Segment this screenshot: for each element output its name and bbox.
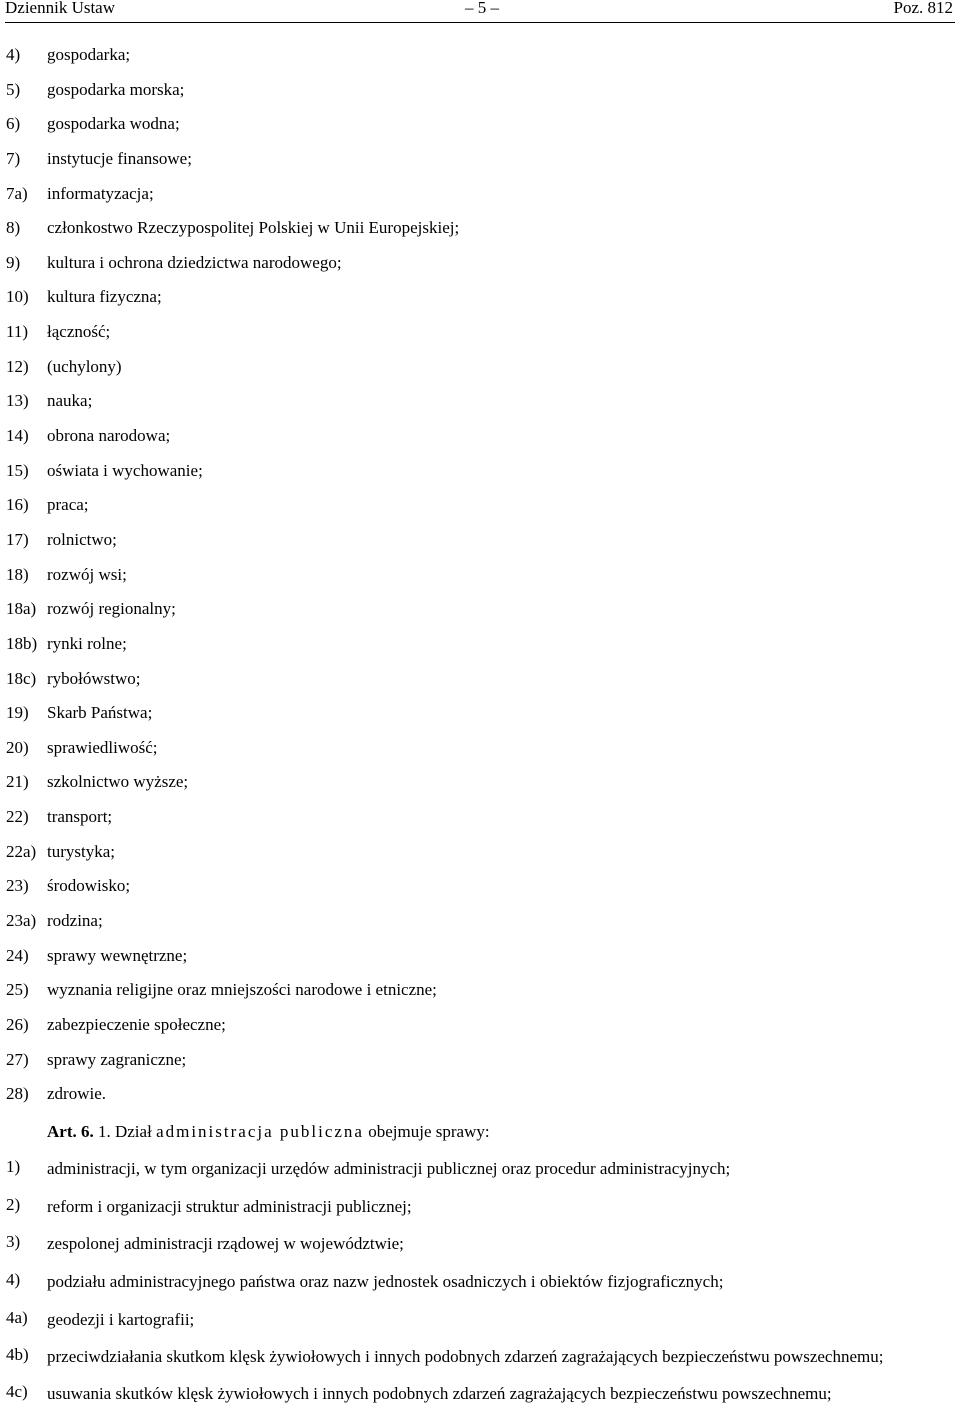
item-text: informatyzacja; — [47, 183, 154, 203]
item-number: 19) — [6, 703, 29, 723]
article-rest: obejmuje sprawy: — [368, 1122, 490, 1141]
paragraph-intro: 1. Dział — [97, 1122, 152, 1141]
item-text: administracji, w tym organizacji urzędów administracji publicznej oraz procedur administracyjnych; — [47, 1159, 731, 1178]
item-number: 7) — [6, 148, 21, 168]
item-number: 12) — [6, 356, 29, 376]
item-text: rolnictwo; — [47, 529, 117, 549]
item-number: 20) — [6, 737, 29, 757]
item-number: 21) — [6, 772, 29, 792]
article-number: Art. 6. — [47, 1122, 94, 1141]
item-text: podziału administracyjnego państwa oraz nazw jednostek osadniczych i obiektów fizjograficznych; — [47, 1272, 724, 1292]
item-number: 3) — [6, 1232, 21, 1252]
item-number: 7a) — [6, 183, 28, 203]
item-text: rodzina; — [47, 911, 103, 931]
item-text: zespolonej administracji rządowej w województwie; — [47, 1234, 404, 1254]
item-number: 25) — [6, 980, 29, 1000]
item-number: 27) — [6, 1049, 29, 1069]
list-item — [6, 1157, 956, 1180]
item-text: Skarb Państwa; — [47, 703, 153, 723]
list-item — [6, 1270, 956, 1293]
item-number: 6) — [6, 114, 21, 134]
item-number: 28) — [6, 1084, 29, 1104]
item-number: 13) — [6, 391, 29, 411]
list-item — [6, 1232, 956, 1255]
item-number: 23) — [6, 876, 29, 896]
item-text: praca; — [47, 495, 89, 515]
item-text: zdrowie. — [47, 1084, 107, 1104]
item-text: reform i organizacji struktur administracji publicznej; — [47, 1196, 412, 1216]
item-text: łączność; — [47, 322, 111, 342]
item-text: geodezji i kartografii; — [47, 1309, 195, 1329]
item-number: 18c) — [6, 668, 37, 688]
administration-list — [6, 1157, 956, 1420]
item-number: 22a) — [6, 841, 37, 861]
item-text: nauka; — [47, 391, 93, 411]
item-number: 18a) — [6, 599, 37, 619]
item-number: 16) — [6, 495, 29, 515]
item-number: 18) — [6, 564, 29, 584]
item-number: 4) — [6, 45, 21, 64]
item-text: (uchylony) — [47, 356, 122, 376]
item-text: kultura fizyczna; — [47, 287, 162, 307]
journal-title: Dziennik Ustaw — [5, 0, 116, 17]
item-number: 26) — [6, 1014, 29, 1034]
position-number: Poz. 812 — [893, 0, 953, 17]
item-text: rozwój wsi; — [47, 564, 127, 584]
item-text: sprawiedliwość; — [47, 737, 158, 757]
department-name: administracja publiczna — [156, 1122, 364, 1141]
item-number: 9) — [6, 252, 21, 272]
item-text: sprawy wewnętrzne; — [47, 945, 188, 965]
item-number: 17) — [6, 529, 29, 549]
item-text: rozwój regionalny; — [47, 599, 176, 619]
item-text: usuwania skutków klęsk żywiołowych i innych podobnych zdarzeń zagrażających bezpieczeństwu powszechnemu; — [47, 1384, 832, 1404]
item-number: 4c) — [6, 1382, 28, 1402]
item-text: instytucje finansowe; — [47, 148, 192, 168]
item-text: transport; — [47, 807, 113, 827]
item-text: rynki rolne; — [47, 633, 127, 653]
item-number: 10) — [6, 287, 29, 307]
item-text: gospodarka; — [47, 45, 131, 64]
item-number: 11) — [6, 322, 29, 342]
item-text: zabezpieczenie społeczne; — [47, 1014, 226, 1034]
item-number: 22) — [6, 807, 29, 827]
item-text: szkolnictwo wyższe; — [47, 772, 189, 792]
list-item — [6, 1195, 956, 1218]
item-text: członkostwo Rzeczypospolitej Polskiej w Unii Europejskiej; — [47, 218, 460, 238]
item-number: 2) — [6, 1194, 21, 1214]
item-number: 8) — [6, 218, 21, 238]
item-number: 23a) — [6, 911, 37, 931]
item-text: przeciwdziałania skutkom klęsk żywiołowych i innych podobnych zdarzeń zagrażających bezpieczeństwu powszechnemu; — [47, 1347, 884, 1367]
page-number: – 5 – — [465, 0, 499, 17]
item-number: 4b) — [6, 1345, 29, 1365]
item-text: sprawy zagraniczne; — [47, 1049, 187, 1069]
list-item — [6, 1382, 956, 1405]
item-text: wyznania religijne oraz mniejszości narodowe i etniczne; — [47, 980, 437, 1000]
item-number: 4) — [6, 1270, 21, 1290]
list-item — [6, 1308, 956, 1331]
item-text: gospodarka morska; — [47, 79, 185, 99]
list-item — [6, 1345, 956, 1368]
item-text: oświata i wychowanie; — [47, 460, 203, 480]
item-number: 14) — [6, 426, 29, 446]
item-number: 5) — [6, 79, 21, 99]
item-text: turystyka; — [47, 841, 115, 861]
item-number: 18b) — [6, 633, 38, 653]
item-text: obrona narodowa; — [47, 426, 171, 446]
item-text: środowisko; — [47, 876, 131, 896]
item-number: 24) — [6, 945, 29, 965]
item-text: gospodarka wodna; — [47, 114, 180, 134]
item-number: 15) — [6, 460, 29, 480]
item-text: kultura i ochrona dziedzictwa narodowego; — [47, 252, 342, 272]
item-number: 1) — [6, 1157, 21, 1176]
page-header — [5, 0, 955, 23]
article-heading — [47, 1122, 490, 1142]
item-number: 4a) — [6, 1307, 28, 1327]
item-text: rybołówstwo; — [47, 668, 141, 688]
